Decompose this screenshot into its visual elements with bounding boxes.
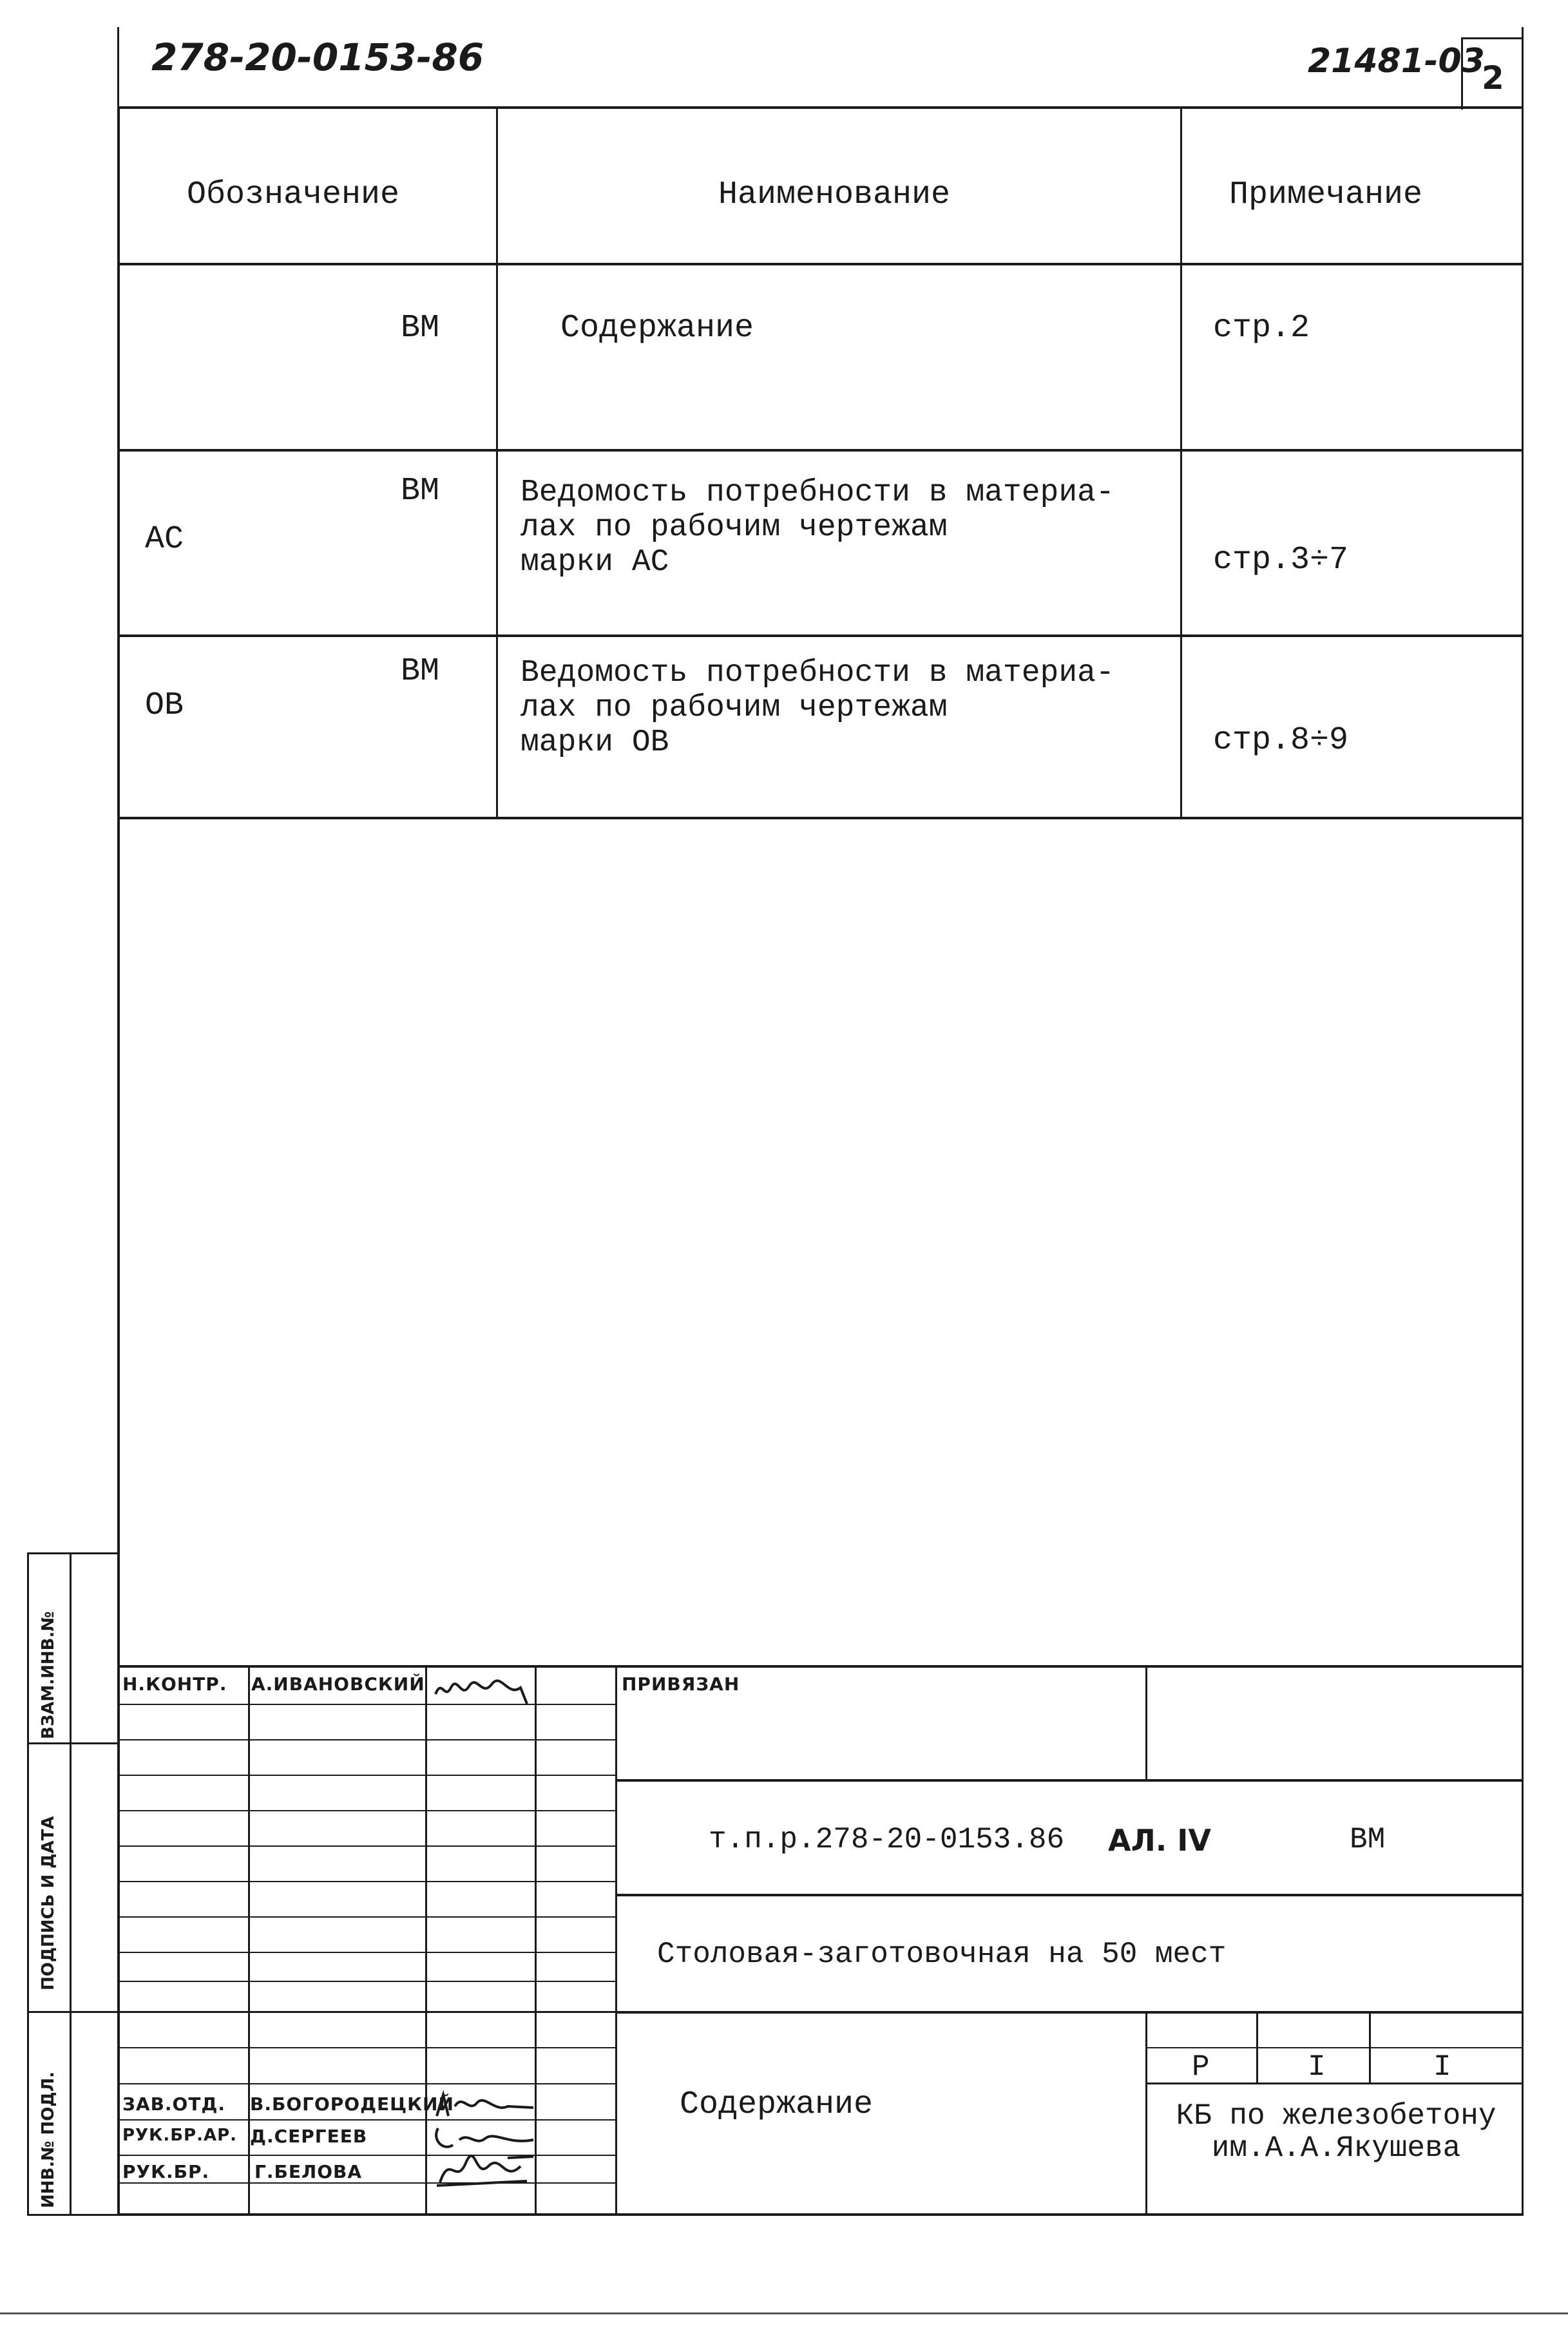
row-mark: ОВ: [145, 687, 184, 724]
signer-role: Н.КОНТР.: [122, 1673, 227, 1695]
bound-label: ПРИВЯЗАН: [622, 1673, 740, 1695]
row-name: Содержание: [560, 310, 754, 347]
original-inventory-label: ИНВ.№ ПОДЛ.: [39, 2071, 58, 2208]
row-doc-type: ВМ: [401, 473, 440, 510]
archive-number: 21481-03: [1308, 42, 1485, 81]
replaced-inventory-label: ВЗАМ.ИНВ.№: [39, 1611, 58, 1739]
signer-name: В.БОГОРОДЕЦКИЙ: [250, 2093, 454, 2115]
row-doc-type: ВМ: [401, 653, 440, 690]
signature-image: [430, 2121, 540, 2154]
row-note: стр.8÷9: [1213, 722, 1349, 759]
document-code: 278-20-0153-86: [151, 35, 484, 79]
signer-role: ЗАВ.ОТД.: [122, 2093, 226, 2115]
row-note: стр.3÷7: [1213, 542, 1349, 578]
signature-image: [430, 2150, 540, 2189]
signature-date-label: ПОДПИСЬ И ДАТА: [39, 1816, 58, 1990]
album-number: АЛ. IV: [1108, 1823, 1212, 1858]
object-name: Столовая-заготовочная на 50 мест: [657, 1938, 1227, 1971]
column-header-note: Примечание: [1229, 176, 1423, 213]
signer-name: А.ИВАНОВСКИЙ: [251, 1673, 425, 1695]
row-note: стр.2: [1213, 310, 1310, 347]
column-header-designation: Обозначение: [187, 176, 400, 213]
sheet-number: 2: [1482, 59, 1504, 97]
project-code: т.п.р.278-20-0153.86: [709, 1823, 1065, 1856]
sheet-title: Содержание: [680, 2086, 874, 2123]
sheets-total-value: I: [1433, 2050, 1451, 2084]
row-mark: АС: [145, 521, 184, 558]
document-mark: ВМ: [1350, 1823, 1386, 1856]
signer-name: Д.СЕРГЕЕВ: [250, 2126, 368, 2147]
row-doc-type: ВМ: [401, 310, 440, 347]
signer-role: РУК.БР.: [122, 2161, 210, 2182]
stage-value: Р: [1192, 2050, 1210, 2084]
signature-image: [430, 2087, 540, 2122]
signer-name: Г.БЕЛОВА: [254, 2161, 363, 2182]
row-name: Ведомость потребности в материа- лах по рабочим чертежам марки ОВ: [521, 656, 1114, 760]
signature-image: [430, 1668, 533, 1707]
sheet-no-value: I: [1308, 2050, 1326, 2084]
row-name: Ведомость потребности в материа- лах по рабочим чертежам марки АС: [521, 475, 1114, 580]
signer-role: РУК.БР.АР.: [122, 2126, 238, 2145]
organization-name: КБ по железобетону им.А.А.Якушева: [1176, 2099, 1496, 2165]
column-header-name: Наименование: [718, 176, 951, 213]
